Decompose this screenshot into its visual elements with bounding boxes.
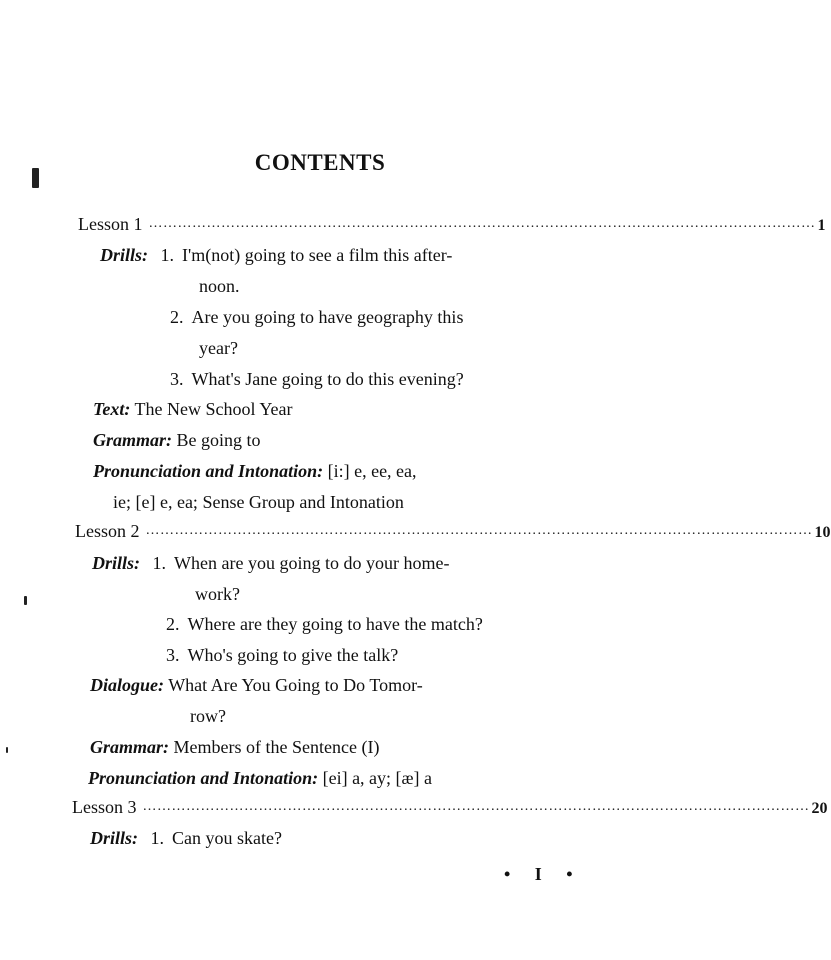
drill-text: Who's going to give the talk?	[187, 645, 399, 665]
pronunciation-line	[88, 766, 432, 790]
dialogue-value: What Are You Going to Do Tomor-	[168, 675, 423, 695]
dot-leader: …………………………………………………………………………………………………………………………	[148, 216, 816, 231]
item-number: 1.	[150, 828, 165, 848]
grammar-value: Be going to	[176, 430, 261, 450]
drills-label: Drills:	[100, 245, 149, 265]
lesson-label: Lesson 3	[72, 797, 137, 817]
item-number: 1.	[160, 245, 175, 265]
grammar-label: Grammar:	[93, 430, 173, 450]
text-label: Text:	[93, 399, 131, 419]
item-number: 2.	[170, 307, 184, 327]
toc-entry-lesson-2[interactable]	[75, 519, 831, 546]
drill-item	[166, 612, 483, 636]
dot-leader: …………………………………………………………………………………………………………………………	[145, 523, 813, 538]
pronunciation-line	[93, 459, 417, 483]
text-line	[93, 397, 293, 421]
pronunciation-value: [i:] e, ee, ea,	[327, 461, 417, 481]
page-number: 1	[817, 217, 826, 234]
item-number: 3.	[166, 645, 180, 665]
dot-leader: …………………………………………………………………………………………………………………………	[142, 799, 810, 814]
grammar-line	[90, 735, 379, 759]
grammar-value: Members of the Sentence (I)	[173, 737, 380, 757]
toc-entry-lesson-1[interactable]	[78, 212, 826, 239]
toc-entry-lesson-3[interactable]	[72, 795, 828, 822]
grammar-label: Grammar:	[90, 737, 170, 757]
pronunciation-continuation: ie; [e] e, ea; Sense Group and Intonation	[113, 492, 404, 512]
drill-text: I'm(not) going to see a film this after-	[182, 245, 453, 265]
item-number: 1.	[152, 553, 167, 573]
dialogue-label: Dialogue:	[90, 675, 164, 695]
drill-text: Where are they going to have the match?	[187, 614, 483, 634]
drill-text: What's Jane going to do this evening?	[191, 369, 464, 389]
drill-text: Are you going to have geography this	[191, 307, 464, 327]
dialogue-line	[90, 673, 423, 697]
drills-label: Drills:	[90, 828, 139, 848]
drill-continuation: noon.	[199, 276, 240, 296]
drills-line	[100, 243, 452, 267]
drill-item	[170, 367, 464, 391]
page-number: 10	[814, 524, 831, 541]
scan-speck	[24, 596, 27, 605]
drill-continuation: year?	[199, 338, 238, 358]
item-number: 2.	[166, 614, 180, 634]
drills-line	[90, 826, 282, 850]
drill-text: When are you going to do your home-	[174, 553, 450, 573]
drill-item	[170, 305, 463, 329]
drill-text: Can you skate?	[172, 828, 282, 848]
page-marker: • I •	[504, 864, 583, 884]
lesson-label: Lesson 2	[75, 521, 140, 541]
drills-line	[92, 551, 449, 575]
drills-label: Drills:	[92, 553, 141, 573]
dialogue-continuation: row?	[190, 706, 226, 726]
grammar-line	[93, 428, 261, 452]
page-title: CONTENTS	[254, 150, 386, 175]
pronunciation-label: Pronunciation and Intonation:	[88, 768, 319, 788]
item-number: 3.	[170, 369, 184, 389]
page-number: 20	[811, 800, 828, 817]
scan-speck	[6, 747, 8, 753]
drill-continuation: work?	[195, 584, 240, 604]
drill-item	[166, 643, 398, 667]
pronunciation-label: Pronunciation and Intonation:	[93, 461, 324, 481]
pronunciation-value: [ei] a, ay; [æ] a	[322, 768, 433, 788]
text-value: The New School Year	[134, 399, 293, 419]
lesson-label: Lesson 1	[78, 214, 143, 234]
